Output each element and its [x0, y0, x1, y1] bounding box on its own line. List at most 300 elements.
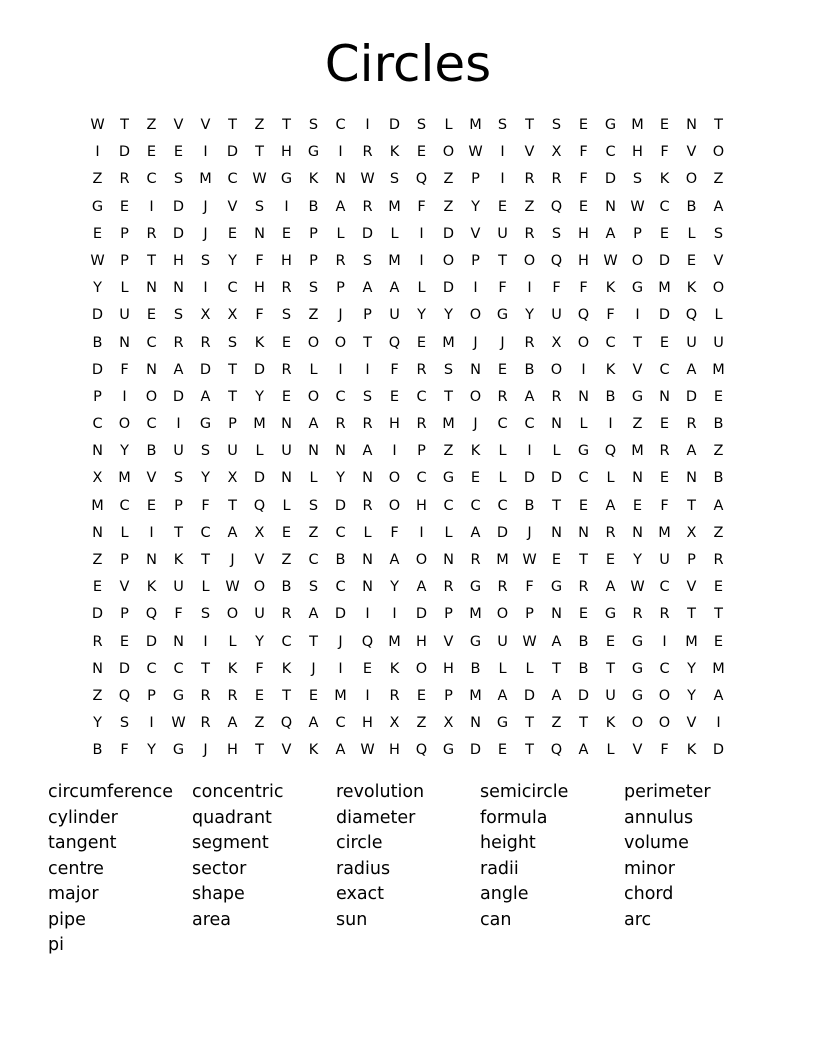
grid-letter: G	[631, 388, 644, 405]
grid-letter: S	[173, 470, 184, 487]
grid-letter: C	[497, 497, 508, 514]
grid-letter: W	[90, 252, 105, 269]
grid-letter: A	[713, 497, 724, 514]
grid-letter: R	[146, 225, 157, 242]
grid-letter: V	[524, 144, 535, 161]
grid-letter: X	[389, 715, 400, 732]
grid-letter: A	[389, 552, 400, 568]
grid-letter: I	[149, 198, 154, 215]
grid-letter: T	[174, 524, 183, 541]
grid-letter: N	[308, 443, 319, 460]
grid-letter: E	[551, 552, 562, 568]
grid-letter: M	[631, 117, 644, 133]
grid-letter: C	[335, 117, 346, 133]
grid-letter: V	[443, 633, 454, 650]
grid-letter: Q	[415, 171, 428, 188]
grid-letter: A	[551, 633, 562, 650]
grid-letter: U	[551, 307, 562, 324]
word-list-item: annulus	[624, 807, 694, 828]
grid-letter: A	[470, 524, 481, 541]
grid-letter: D	[442, 225, 455, 242]
grid-letter: C	[659, 198, 670, 215]
grid-letter: L	[228, 633, 237, 650]
grid-letter: E	[470, 470, 481, 487]
grid-letter: E	[713, 388, 724, 405]
grid-letter: E	[713, 633, 724, 650]
grid-letter: S	[416, 117, 427, 133]
grid-letter: Q	[685, 307, 698, 324]
grid-letter: E	[281, 524, 292, 541]
grid-letter: R	[200, 687, 211, 704]
grid-letter: U	[659, 552, 670, 568]
grid-letter: C	[605, 334, 616, 351]
grid-letter: Y	[120, 443, 129, 460]
grid-letter: E	[281, 225, 292, 242]
grid-letter: D	[415, 606, 428, 623]
grid-letter: K	[308, 171, 319, 188]
grid-letter: T	[228, 497, 237, 514]
grid-letter: A	[173, 361, 184, 378]
grid-letter: B	[92, 742, 103, 759]
grid-letter: S	[497, 117, 508, 133]
grid-letter: W	[630, 198, 645, 215]
grid-letter: E	[281, 388, 292, 405]
grid-letter: M	[469, 606, 482, 623]
grid-letter: F	[498, 280, 507, 297]
grid-letter: E	[713, 579, 724, 596]
grid-letter: R	[362, 497, 373, 514]
grid-letter: E	[416, 144, 427, 161]
grid-letter: Q	[550, 742, 563, 759]
grid-letter: B	[146, 443, 157, 460]
grid-letter: E	[578, 198, 589, 215]
grid-letter: N	[686, 470, 697, 487]
grid-letter: Q	[280, 715, 293, 732]
grid-letter: H	[227, 742, 238, 759]
grid-letter: R	[200, 715, 211, 732]
page-title: Circles	[324, 35, 492, 93]
grid-letter: I	[419, 225, 424, 242]
grid-letter: W	[252, 171, 267, 188]
grid-letter: T	[525, 742, 534, 759]
grid-letter: N	[362, 470, 373, 487]
grid-letter: E	[362, 660, 373, 677]
grid-letter: Z	[713, 171, 724, 188]
grid-letter: H	[416, 497, 427, 514]
grid-letter: N	[470, 361, 481, 378]
grid-letter: X	[443, 715, 454, 732]
grid-letter: S	[200, 443, 211, 460]
grid-letter: Z	[551, 715, 562, 732]
grid-letter: W	[225, 579, 240, 596]
grid-letter: F	[606, 307, 615, 324]
grid-letter: N	[605, 198, 616, 215]
grid-letter: F	[579, 144, 588, 161]
grid-letter: I	[392, 606, 397, 623]
word-list-item: quadrant	[192, 807, 272, 828]
grid-letter: M	[199, 171, 212, 188]
grid-letter: P	[120, 252, 129, 269]
grid-letter: U	[497, 225, 508, 242]
grid-letter: Z	[92, 687, 103, 704]
grid-letter: K	[605, 280, 616, 297]
grid-letter: A	[686, 361, 697, 378]
grid-letter: G	[550, 579, 563, 596]
grid-letter: G	[280, 171, 293, 188]
grid-letter: U	[281, 443, 292, 460]
grid-letter: E	[605, 633, 616, 650]
grid-letter: Q	[361, 633, 374, 650]
word-list-item: formula	[480, 807, 548, 828]
grid-letter: A	[524, 388, 535, 405]
grid-letter: U	[389, 307, 400, 324]
grid-letter: O	[442, 252, 455, 269]
grid-letter: T	[228, 117, 237, 133]
grid-letter: M	[658, 280, 671, 297]
grid-letter: E	[497, 742, 508, 759]
grid-letter: N	[281, 470, 292, 487]
grid-letter: T	[444, 388, 453, 405]
grid-letter: C	[578, 470, 589, 487]
grid-letter: R	[524, 171, 535, 188]
grid-letter: Y	[633, 552, 642, 568]
grid-letter: F	[390, 361, 399, 378]
grid-letter: D	[118, 660, 131, 677]
grid-letter: C	[146, 416, 157, 433]
grid-letter: E	[578, 117, 589, 133]
grid-letter: F	[660, 144, 669, 161]
grid-letter: S	[254, 198, 265, 215]
grid-letter: L	[363, 524, 372, 541]
grid-letter: C	[605, 144, 616, 161]
grid-letter: D	[658, 307, 671, 324]
grid-letter: D	[550, 470, 563, 487]
grid-letter: D	[604, 171, 617, 188]
grid-letter: V	[686, 579, 697, 596]
grid-letter: E	[497, 198, 508, 215]
grid-letter: S	[443, 361, 454, 378]
grid-letter: N	[146, 552, 157, 568]
grid-letter: G	[631, 660, 644, 677]
grid-letter: H	[416, 633, 427, 650]
grid-letter: O	[334, 334, 347, 351]
grid-letter: C	[227, 171, 238, 188]
grid-letter: Y	[525, 307, 534, 324]
grid-letter: A	[416, 579, 427, 596]
grid-letter: Z	[443, 171, 454, 188]
grid-letter: P	[471, 252, 480, 269]
grid-letter: O	[523, 252, 536, 269]
grid-letter: E	[92, 225, 103, 242]
grid-letter: O	[658, 687, 671, 704]
grid-letter: F	[201, 497, 210, 514]
grid-letter: H	[389, 742, 400, 759]
grid-letter: O	[442, 144, 455, 161]
grid-letter: L	[282, 497, 291, 514]
grid-letter: T	[525, 715, 534, 732]
grid-letter: L	[444, 524, 453, 541]
grid-letter: F	[579, 280, 588, 297]
grid-letter: A	[497, 687, 508, 704]
grid-letter: P	[444, 606, 453, 623]
grid-letter: N	[659, 388, 670, 405]
grid-letter: L	[255, 443, 264, 460]
grid-letter: T	[606, 660, 615, 677]
grid-letter: P	[525, 606, 534, 623]
word-list-item: sun	[336, 909, 368, 930]
grid-letter: Y	[444, 307, 453, 324]
grid-letter: E	[227, 225, 238, 242]
grid-letter: G	[577, 443, 590, 460]
grid-letter: H	[443, 660, 454, 677]
grid-letter: B	[713, 416, 724, 433]
grid-letter: L	[714, 307, 723, 324]
grid-letter: B	[335, 552, 346, 568]
grid-letter: I	[662, 633, 667, 650]
grid-letter: M	[442, 416, 455, 433]
word-list-item: concentric	[192, 782, 284, 802]
grid-letter: N	[362, 552, 373, 568]
grid-letter: A	[227, 524, 238, 541]
grid-letter: I	[527, 443, 532, 460]
grid-letter: K	[605, 361, 616, 378]
grid-letter: R	[173, 334, 184, 351]
grid-letter: X	[200, 307, 211, 324]
grid-letter: M	[469, 117, 482, 133]
grid-letter: O	[388, 497, 401, 514]
grid-letter: T	[255, 144, 264, 161]
grid-letter: E	[281, 334, 292, 351]
grid-letter: N	[335, 443, 346, 460]
grid-letter: H	[578, 225, 589, 242]
grid-letter: T	[552, 660, 561, 677]
grid-letter: I	[95, 144, 100, 161]
grid-letter: B	[308, 198, 319, 215]
grid-letter: T	[525, 117, 534, 133]
grid-letter: X	[551, 144, 562, 161]
grid-letter: V	[200, 117, 211, 133]
grid-letter: D	[226, 144, 239, 161]
grid-letter: O	[658, 715, 671, 732]
grid-letter: O	[415, 552, 428, 568]
grid-letter: T	[363, 334, 372, 351]
letter-grid	[84, 112, 732, 765]
grid-letter: R	[281, 361, 292, 378]
grid-letter: V	[632, 742, 643, 759]
grid-letter: C	[146, 334, 157, 351]
grid-letter: E	[659, 470, 670, 487]
grid-letter: Z	[308, 307, 319, 324]
grid-letter: O	[712, 280, 725, 297]
grid-letter: S	[119, 715, 130, 732]
grid-letter: Q	[145, 606, 158, 623]
grid-letter: C	[524, 416, 535, 433]
grid-letter: Z	[146, 117, 157, 133]
grid-letter: M	[712, 361, 725, 378]
grid-letter: O	[631, 715, 644, 732]
grid-letter: E	[146, 307, 157, 324]
grid-letter: L	[309, 470, 318, 487]
grid-letter: M	[388, 198, 401, 215]
grid-letter: I	[284, 198, 289, 215]
grid-letter: C	[659, 361, 670, 378]
grid-letter: R	[551, 388, 562, 405]
grid-letter: R	[416, 361, 427, 378]
grid-letter: L	[498, 660, 507, 677]
grid-letter: S	[227, 334, 238, 351]
grid-letter: T	[579, 715, 588, 732]
grid-letter: S	[308, 497, 319, 514]
grid-letter: U	[119, 307, 130, 324]
grid-letter: H	[578, 252, 589, 269]
grid-letter: K	[173, 552, 184, 568]
grid-letter: X	[92, 470, 103, 487]
grid-letter: Z	[524, 198, 535, 215]
grid-letter: Y	[93, 280, 102, 297]
grid-letter: L	[336, 225, 345, 242]
word-list-item: perimeter	[624, 782, 711, 802]
grid-letter: U	[173, 579, 184, 596]
grid-letter: Q	[550, 198, 563, 215]
grid-letter: Z	[416, 715, 427, 732]
grid-letter: A	[362, 280, 373, 297]
grid-letter: L	[417, 280, 426, 297]
grid-letter: P	[120, 606, 129, 623]
grid-letter: Q	[550, 252, 563, 269]
grid-letter: X	[227, 307, 238, 324]
grid-letter: N	[443, 552, 454, 568]
grid-letter: P	[228, 416, 237, 433]
grid-letter: K	[686, 280, 697, 297]
grid-letter: O	[145, 388, 158, 405]
grid-letter: O	[388, 470, 401, 487]
word-list-item: circumference	[48, 782, 174, 802]
grid-letter: R	[497, 579, 508, 596]
grid-letter: Y	[471, 198, 480, 215]
grid-letter: L	[525, 660, 534, 677]
grid-letter: O	[577, 334, 590, 351]
grid-letter: V	[632, 361, 643, 378]
grid-letter: E	[659, 117, 670, 133]
grid-letter: H	[281, 252, 292, 269]
word-list-item: semicircle	[480, 782, 569, 802]
grid-letter: P	[309, 225, 318, 242]
grid-letter: R	[659, 443, 670, 460]
word-list-item: sector	[192, 858, 247, 879]
grid-letter: C	[146, 171, 157, 188]
grid-letter: J	[338, 307, 343, 324]
grid-letter: R	[551, 171, 562, 188]
word-list-item: diameter	[336, 807, 416, 828]
grid-letter: C	[416, 470, 427, 487]
grid-letter: T	[714, 117, 723, 133]
grid-letter: D	[172, 388, 185, 405]
grid-letter: D	[658, 252, 671, 269]
grid-letter: F	[174, 606, 183, 623]
word-list-item: segment	[192, 833, 269, 853]
grid-letter: R	[119, 171, 130, 188]
grid-letter: F	[525, 579, 534, 596]
grid-letter: Z	[281, 552, 292, 568]
word-list-item: major	[48, 884, 99, 904]
grid-letter: O	[415, 660, 428, 677]
grid-letter: E	[119, 633, 130, 650]
grid-letter: S	[308, 579, 319, 596]
grid-letter: A	[200, 388, 211, 405]
grid-letter: N	[335, 171, 346, 188]
grid-letter: I	[149, 715, 154, 732]
grid-letter: A	[389, 280, 400, 297]
grid-letter: G	[469, 579, 482, 596]
grid-letter: B	[524, 497, 535, 514]
grid-letter: E	[389, 388, 400, 405]
grid-letter: W	[360, 742, 375, 759]
grid-letter: P	[363, 307, 372, 324]
grid-letter: P	[444, 687, 453, 704]
grid-letter: G	[631, 687, 644, 704]
grid-letter: N	[551, 416, 562, 433]
grid-letter: Y	[390, 579, 399, 596]
grid-letter: Y	[417, 307, 426, 324]
grid-letter: U	[497, 633, 508, 650]
grid-letter: D	[172, 198, 185, 215]
grid-letter: P	[120, 552, 129, 568]
grid-letter: U	[173, 443, 184, 460]
grid-letter: C	[200, 524, 211, 541]
grid-letter: K	[389, 660, 400, 677]
grid-letter: E	[173, 144, 184, 161]
grid-letter: S	[308, 280, 319, 297]
grid-letter: A	[308, 606, 319, 623]
grid-letter: T	[498, 252, 507, 269]
grid-letter: S	[173, 307, 184, 324]
grid-letter: O	[307, 388, 320, 405]
grid-letter: S	[173, 171, 184, 188]
grid-letter: P	[309, 252, 318, 269]
grid-letter: I	[419, 252, 424, 269]
grid-letter: C	[470, 497, 481, 514]
grid-letter: E	[497, 361, 508, 378]
grid-letter: E	[578, 497, 589, 514]
grid-letter: P	[93, 388, 102, 405]
grid-letter: A	[335, 742, 346, 759]
grid-letter: T	[282, 117, 291, 133]
grid-letter: D	[577, 687, 590, 704]
grid-letter: T	[255, 742, 264, 759]
grid-letter: E	[92, 579, 103, 596]
grid-letter: D	[496, 524, 509, 541]
grid-letter: C	[146, 660, 157, 677]
grid-letter: O	[307, 334, 320, 351]
grid-letter: I	[203, 633, 208, 650]
grid-letter: C	[443, 497, 454, 514]
grid-letter: R	[686, 416, 697, 433]
grid-letter: D	[199, 361, 212, 378]
grid-letter: M	[388, 633, 401, 650]
grid-letter: D	[361, 225, 374, 242]
grid-letter: M	[469, 687, 482, 704]
grid-letter: O	[550, 361, 563, 378]
grid-letter: R	[335, 416, 346, 433]
word-list	[48, 780, 768, 959]
grid-letter: E	[659, 225, 670, 242]
grid-letter: T	[228, 361, 237, 378]
grid-letter: T	[687, 606, 696, 623]
grid-letter: B	[713, 470, 724, 487]
grid-letter: G	[469, 633, 482, 650]
word-list-item: can	[480, 909, 512, 930]
grid-letter: G	[442, 470, 455, 487]
